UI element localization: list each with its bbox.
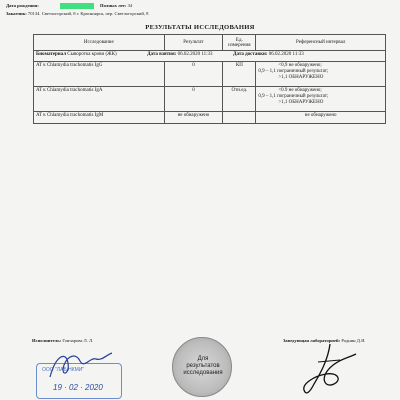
col-header-test: Исследование	[34, 35, 165, 51]
table-header-row	[34, 35, 386, 51]
reference-interval: <0.9 не обнаружено; 0,9 – 1,1 пограничный результат; >1,1 ОБНАРУЖЕНО	[256, 87, 386, 112]
dob-line: Дата рождения:	[6, 3, 39, 8]
referrer-line: Заказчик: 70134. Светлогорский, 8 г. Красноярск, пер. Светлогорский, 8	[6, 11, 149, 16]
results-table	[33, 34, 386, 124]
table-row	[34, 112, 386, 124]
test-name: AT к Chlamydia trachomatis IgG	[34, 62, 165, 87]
test-unit	[223, 112, 256, 124]
head-signature	[300, 340, 360, 398]
col-header-result: Результат	[164, 35, 223, 51]
performer-line: Исполнитель: Гончарова Л. Л.	[32, 338, 94, 343]
col-header-reference: Референсный интервал	[256, 35, 386, 51]
reference-interval: <0,9 не обнаружено; 0,9 – 1,1 пограничный результат; >1,1 ОБНАРУЖЕНО	[256, 62, 386, 87]
performer-signature	[46, 347, 116, 383]
report-title: РЕЗУЛЬТАТЫ ИССЛЕДОВАНИЯ	[145, 24, 255, 31]
table-row	[34, 62, 386, 87]
biomaterial-row: Биоматериал Сыворотка крови (ЖК) Дата взятия: 06.02.2020 11:33 Дата доставки: 06.02.2020 11:33	[34, 51, 386, 62]
signature-stroke	[50, 353, 112, 377]
organization-stamp: ООО "ЛАБ НКМИ" 19 · 02 · 2020	[36, 363, 122, 399]
test-name: AT к Chlamydia trachomatis IgA	[34, 87, 165, 112]
test-unit: Отн.ед.	[223, 87, 256, 112]
table-row	[34, 87, 386, 112]
head-line: Заведующая лабораторией: Роднин Д.Я.	[283, 338, 366, 343]
test-unit: КП	[223, 62, 256, 87]
round-stamp-text: Для результатов исследования	[183, 356, 223, 376]
test-result: 0	[164, 87, 223, 112]
signature-stroke	[304, 344, 356, 393]
test-result: не обнаружено	[164, 112, 223, 124]
age-line: Полных лет: 34	[100, 3, 133, 8]
redaction-highlight	[60, 3, 94, 9]
test-result: 0	[164, 62, 223, 87]
col-header-unit: Ед. измерения	[223, 35, 256, 51]
test-name: AT к Chlamydia trachomatis IgM	[34, 112, 165, 124]
reference-interval: не обнаружено	[256, 112, 386, 124]
